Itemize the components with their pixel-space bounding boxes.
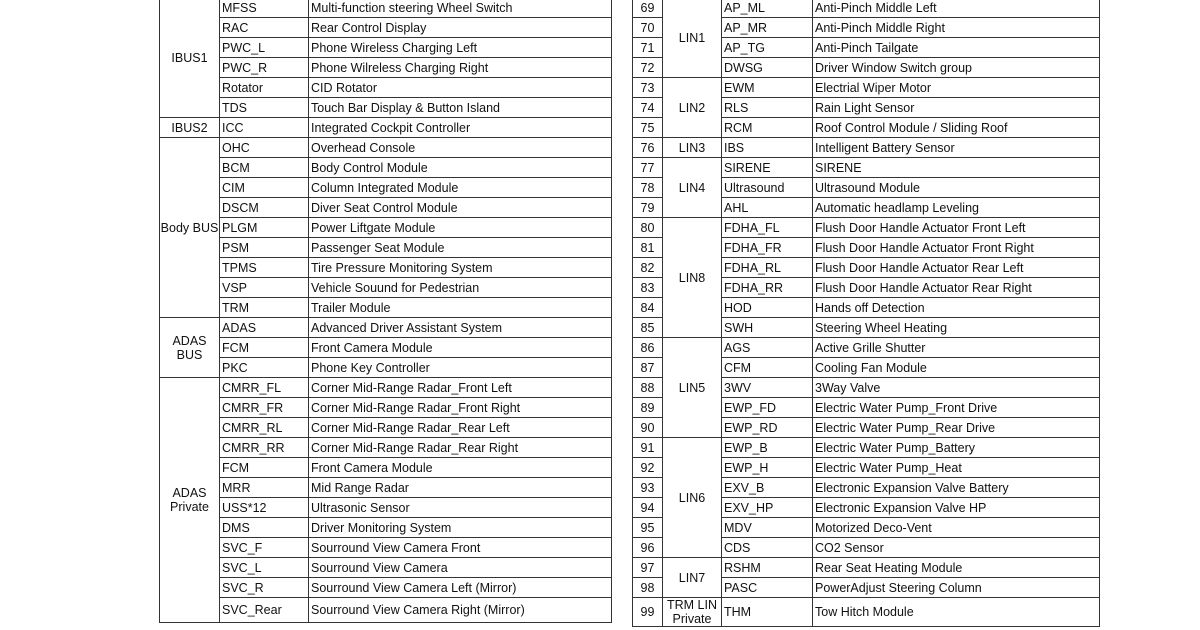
- table-row: [633, 558, 1100, 578]
- module-code-cell: PWC_L: [220, 38, 309, 58]
- module-description-cell: CO2 Sensor: [813, 538, 1100, 558]
- row-number-cell: 82: [633, 258, 663, 278]
- module-code-cell: AP_ML: [722, 0, 813, 18]
- row-number-cell: 76: [633, 138, 663, 158]
- table-row: [160, 18, 612, 38]
- table-row: [160, 0, 612, 18]
- module-code-cell: HOD: [722, 298, 813, 318]
- module-description-cell: Phone Key Controller: [309, 358, 612, 378]
- ecu-table-right: [632, 0, 1100, 627]
- lin-group-cell: LIN2: [663, 78, 722, 138]
- table-row: [633, 438, 1100, 458]
- module-description-cell: Anti-Pinch Middle Right: [813, 18, 1100, 38]
- module-description-cell: Flush Door Handle Actuator Front Right: [813, 238, 1100, 258]
- module-code-cell: DWSG: [722, 58, 813, 78]
- module-description-cell: Corner Mid-Range Radar_Front Left: [309, 378, 612, 398]
- module-description-cell: PowerAdjust Steering Column: [813, 578, 1100, 598]
- module-code-cell: FDHA_FR: [722, 238, 813, 258]
- module-code-cell: FDHA_RL: [722, 258, 813, 278]
- module-description-cell: Rear Control Display: [309, 18, 612, 38]
- module-code-cell: SWH: [722, 318, 813, 338]
- module-description-cell: Power Liftgate Module: [309, 218, 612, 238]
- module-code-cell: TRM: [220, 298, 309, 318]
- module-code-cell: TDS: [220, 98, 309, 118]
- row-number-cell: 78: [633, 178, 663, 198]
- module-description-cell: Electric Water Pump_Heat: [813, 458, 1100, 478]
- module-code-cell: SVC_F: [220, 538, 309, 558]
- row-number-cell: 83: [633, 278, 663, 298]
- table-row: [160, 538, 612, 558]
- table-row: [160, 518, 612, 538]
- module-code-cell: CDS: [722, 538, 813, 558]
- row-number-cell: 84: [633, 298, 663, 318]
- table-row: [160, 478, 612, 498]
- table-row: [160, 558, 612, 578]
- module-description-cell: Electronic Expansion Valve HP: [813, 498, 1100, 518]
- module-code-cell: TPMS: [220, 258, 309, 278]
- table-row: [633, 218, 1100, 238]
- module-code-cell: ICC: [220, 118, 309, 138]
- module-description-cell: Sourround View Camera: [309, 558, 612, 578]
- module-code-cell: EWP_B: [722, 438, 813, 458]
- module-code-cell: EWP_RD: [722, 418, 813, 438]
- module-description-cell: Body Control Module: [309, 158, 612, 178]
- module-code-cell: 3WV: [722, 378, 813, 398]
- module-description-cell: Sourround View Camera Left (Mirror): [309, 578, 612, 598]
- module-description-cell: Integrated Cockpit Controller: [309, 118, 612, 138]
- module-code-cell: Ultrasound: [722, 178, 813, 198]
- module-code-cell: DSCM: [220, 198, 309, 218]
- module-description-cell: Driver Monitoring System: [309, 518, 612, 538]
- ecu-table-left: [159, 0, 612, 623]
- row-number-cell: 86: [633, 338, 663, 358]
- module-description-cell: Sourround View Camera Right (Mirror): [309, 598, 612, 623]
- table-row: [633, 598, 1100, 627]
- table-row: [160, 598, 612, 623]
- module-code-cell: EWM: [722, 78, 813, 98]
- module-description-cell: Ultrasonic Sensor: [309, 498, 612, 518]
- row-number-cell: 72: [633, 58, 663, 78]
- module-code-cell: CIM: [220, 178, 309, 198]
- module-description-cell: Rear Seat Heating Module: [813, 558, 1100, 578]
- module-code-cell: THM: [722, 598, 813, 627]
- module-code-cell: FDHA_FL: [722, 218, 813, 238]
- row-number-cell: 80: [633, 218, 663, 238]
- row-number-cell: 81: [633, 238, 663, 258]
- table-row: [160, 58, 612, 78]
- module-code-cell: RSHM: [722, 558, 813, 578]
- module-description-cell: Anti-Pinch Middle Left: [813, 0, 1100, 18]
- table-row: [160, 178, 612, 198]
- module-description-cell: Column Integrated Module: [309, 178, 612, 198]
- table-row: [160, 418, 612, 438]
- row-number-cell: 77: [633, 158, 663, 178]
- table-row: [160, 258, 612, 278]
- module-code-cell: VSP: [220, 278, 309, 298]
- module-description-cell: Front Camera Module: [309, 338, 612, 358]
- module-code-cell: OHC: [220, 138, 309, 158]
- row-number-cell: 96: [633, 538, 663, 558]
- row-number-cell: 94: [633, 498, 663, 518]
- row-number-cell: 88: [633, 378, 663, 398]
- module-code-cell: DMS: [220, 518, 309, 538]
- module-description-cell: Flush Door Handle Actuator Rear Left: [813, 258, 1100, 278]
- module-description-cell: Corner Mid-Range Radar_Front Right: [309, 398, 612, 418]
- module-description-cell: Electric Water Pump_Front Drive: [813, 398, 1100, 418]
- module-code-cell: EWP_H: [722, 458, 813, 478]
- module-code-cell: PLGM: [220, 218, 309, 238]
- table-row: [633, 78, 1100, 98]
- module-description-cell: Tow Hitch Module: [813, 598, 1100, 627]
- module-code-cell: MRR: [220, 478, 309, 498]
- row-number-cell: 93: [633, 478, 663, 498]
- row-number-cell: 92: [633, 458, 663, 478]
- lin-group-cell: LIN1: [663, 0, 722, 78]
- row-number-cell: 98: [633, 578, 663, 598]
- module-code-cell: CFM: [722, 358, 813, 378]
- module-code-cell: FDHA_RR: [722, 278, 813, 298]
- table-row: [160, 378, 612, 398]
- row-number-cell: 87: [633, 358, 663, 378]
- module-code-cell: RCM: [722, 118, 813, 138]
- module-description-cell: Flush Door Handle Actuator Front Left: [813, 218, 1100, 238]
- module-description-cell: Multi-function steering Wheel Switch: [309, 0, 612, 18]
- module-description-cell: Hands off Detection: [813, 298, 1100, 318]
- module-description-cell: Corner Mid-Range Radar_Rear Left: [309, 418, 612, 438]
- lin-group-cell: TRM LIN Private: [663, 598, 722, 627]
- module-description-cell: Front Camera Module: [309, 458, 612, 478]
- module-description-cell: Motorized Deco-Vent: [813, 518, 1100, 538]
- row-number-cell: 71: [633, 38, 663, 58]
- module-description-cell: Rain Light Sensor: [813, 98, 1100, 118]
- module-code-cell: SVC_L: [220, 558, 309, 578]
- table-row: [160, 358, 612, 378]
- module-description-cell: Automatic headlamp Leveling: [813, 198, 1100, 218]
- table-row: [633, 138, 1100, 158]
- module-code-cell: AGS: [722, 338, 813, 358]
- module-code-cell: FCM: [220, 458, 309, 478]
- module-code-cell: RAC: [220, 18, 309, 38]
- module-code-cell: Rotator: [220, 78, 309, 98]
- module-code-cell: BCM: [220, 158, 309, 178]
- table-row: [160, 238, 612, 258]
- module-code-cell: AHL: [722, 198, 813, 218]
- bus-group-cell: IBUS2: [160, 118, 220, 138]
- table-row: [633, 158, 1100, 178]
- module-code-cell: MDV: [722, 518, 813, 538]
- module-description-cell: Electronic Expansion Valve Battery: [813, 478, 1100, 498]
- module-description-cell: SIRENE: [813, 158, 1100, 178]
- module-description-cell: Phone Wireless Charging Left: [309, 38, 612, 58]
- row-number-cell: 79: [633, 198, 663, 218]
- row-number-cell: 74: [633, 98, 663, 118]
- module-description-cell: Driver Window Switch group: [813, 58, 1100, 78]
- module-code-cell: CMRR_RR: [220, 438, 309, 458]
- module-description-cell: Tire Pressure Monitoring System: [309, 258, 612, 278]
- module-description-cell: Passenger Seat Module: [309, 238, 612, 258]
- module-description-cell: Vehicle Souund for Pedestrian: [309, 278, 612, 298]
- module-description-cell: CID Rotator: [309, 78, 612, 98]
- bus-group-cell: ADAS Private: [160, 378, 220, 623]
- row-number-cell: 90: [633, 418, 663, 438]
- lin-group-cell: LIN5: [663, 338, 722, 438]
- table-row: [160, 338, 612, 358]
- module-description-cell: Advanced Driver Assistant System: [309, 318, 612, 338]
- table-row: [160, 198, 612, 218]
- module-code-cell: PSM: [220, 238, 309, 258]
- row-number-cell: 73: [633, 78, 663, 98]
- table-row: [160, 98, 612, 118]
- module-code-cell: RLS: [722, 98, 813, 118]
- module-code-cell: EWP_FD: [722, 398, 813, 418]
- module-description-cell: Phone Wilreless Charging Right: [309, 58, 612, 78]
- lin-group-cell: LIN8: [663, 218, 722, 338]
- module-description-cell: Active Grille Shutter: [813, 338, 1100, 358]
- row-number-cell: 91: [633, 438, 663, 458]
- module-code-cell: AP_TG: [722, 38, 813, 58]
- row-number-cell: 69: [633, 0, 663, 18]
- module-code-cell: SIRENE: [722, 158, 813, 178]
- module-description-cell: Mid Range Radar: [309, 478, 612, 498]
- module-code-cell: SVC_R: [220, 578, 309, 598]
- table-row: [160, 278, 612, 298]
- module-code-cell: PWC_R: [220, 58, 309, 78]
- module-code-cell: SVC_Rear: [220, 598, 309, 623]
- module-code-cell: CMRR_RL: [220, 418, 309, 438]
- module-description-cell: Overhead Console: [309, 138, 612, 158]
- table-row: [160, 438, 612, 458]
- module-description-cell: Diver Seat Control Module: [309, 198, 612, 218]
- table-row: [160, 318, 612, 338]
- table-row: [160, 398, 612, 418]
- module-code-cell: USS*12: [220, 498, 309, 518]
- module-code-cell: ADAS: [220, 318, 309, 338]
- row-number-cell: 97: [633, 558, 663, 578]
- table-row: [633, 338, 1100, 358]
- lin-group-cell: LIN3: [663, 138, 722, 158]
- module-description-cell: Electric Water Pump_Battery: [813, 438, 1100, 458]
- table-row: [160, 138, 612, 158]
- row-number-cell: 89: [633, 398, 663, 418]
- module-code-cell: MFSS: [220, 0, 309, 18]
- table-row: [160, 458, 612, 478]
- module-description-cell: Intelligent Battery Sensor: [813, 138, 1100, 158]
- module-code-cell: EXV_HP: [722, 498, 813, 518]
- lin-group-cell: LIN7: [663, 558, 722, 598]
- table-row: [160, 218, 612, 238]
- table-row: [160, 78, 612, 98]
- table-row: [160, 38, 612, 58]
- bus-group-cell: ADAS BUS: [160, 318, 220, 378]
- module-description-cell: Roof Control Module / Sliding Roof: [813, 118, 1100, 138]
- table-row: [160, 118, 612, 138]
- module-description-cell: Anti-Pinch Tailgate: [813, 38, 1100, 58]
- module-description-cell: Electric Water Pump_Rear Drive: [813, 418, 1100, 438]
- module-description-cell: 3Way Valve: [813, 378, 1100, 398]
- table-row: [633, 0, 1100, 18]
- module-description-cell: Trailer Module: [309, 298, 612, 318]
- bus-group-cell: Body BUS: [160, 138, 220, 318]
- lin-group-cell: LIN4: [663, 158, 722, 218]
- module-code-cell: IBS: [722, 138, 813, 158]
- module-code-cell: CMRR_FR: [220, 398, 309, 418]
- row-number-cell: 99: [633, 598, 663, 627]
- lin-group-cell: LIN6: [663, 438, 722, 558]
- bus-group-cell: IBUS1: [160, 0, 220, 118]
- table-row: [160, 498, 612, 518]
- module-description-cell: Flush Door Handle Actuator Rear Right: [813, 278, 1100, 298]
- module-description-cell: Cooling Fan Module: [813, 358, 1100, 378]
- module-code-cell: PKC: [220, 358, 309, 378]
- table-row: [160, 578, 612, 598]
- module-description-cell: Corner Mid-Range Radar_Rear Right: [309, 438, 612, 458]
- row-number-cell: 85: [633, 318, 663, 338]
- module-code-cell: FCM: [220, 338, 309, 358]
- module-code-cell: PASC: [722, 578, 813, 598]
- module-code-cell: EXV_B: [722, 478, 813, 498]
- module-code-cell: CMRR_FL: [220, 378, 309, 398]
- row-number-cell: 75: [633, 118, 663, 138]
- table-row: [160, 298, 612, 318]
- module-description-cell: Sourround View Camera Front: [309, 538, 612, 558]
- row-number-cell: 95: [633, 518, 663, 538]
- module-description-cell: Electrial Wiper Motor: [813, 78, 1100, 98]
- module-description-cell: Ultrasound Module: [813, 178, 1100, 198]
- module-description-cell: Steering Wheel Heating: [813, 318, 1100, 338]
- module-description-cell: Touch Bar Display & Button Island: [309, 98, 612, 118]
- table-row: [160, 158, 612, 178]
- module-code-cell: AP_MR: [722, 18, 813, 38]
- row-number-cell: 70: [633, 18, 663, 38]
